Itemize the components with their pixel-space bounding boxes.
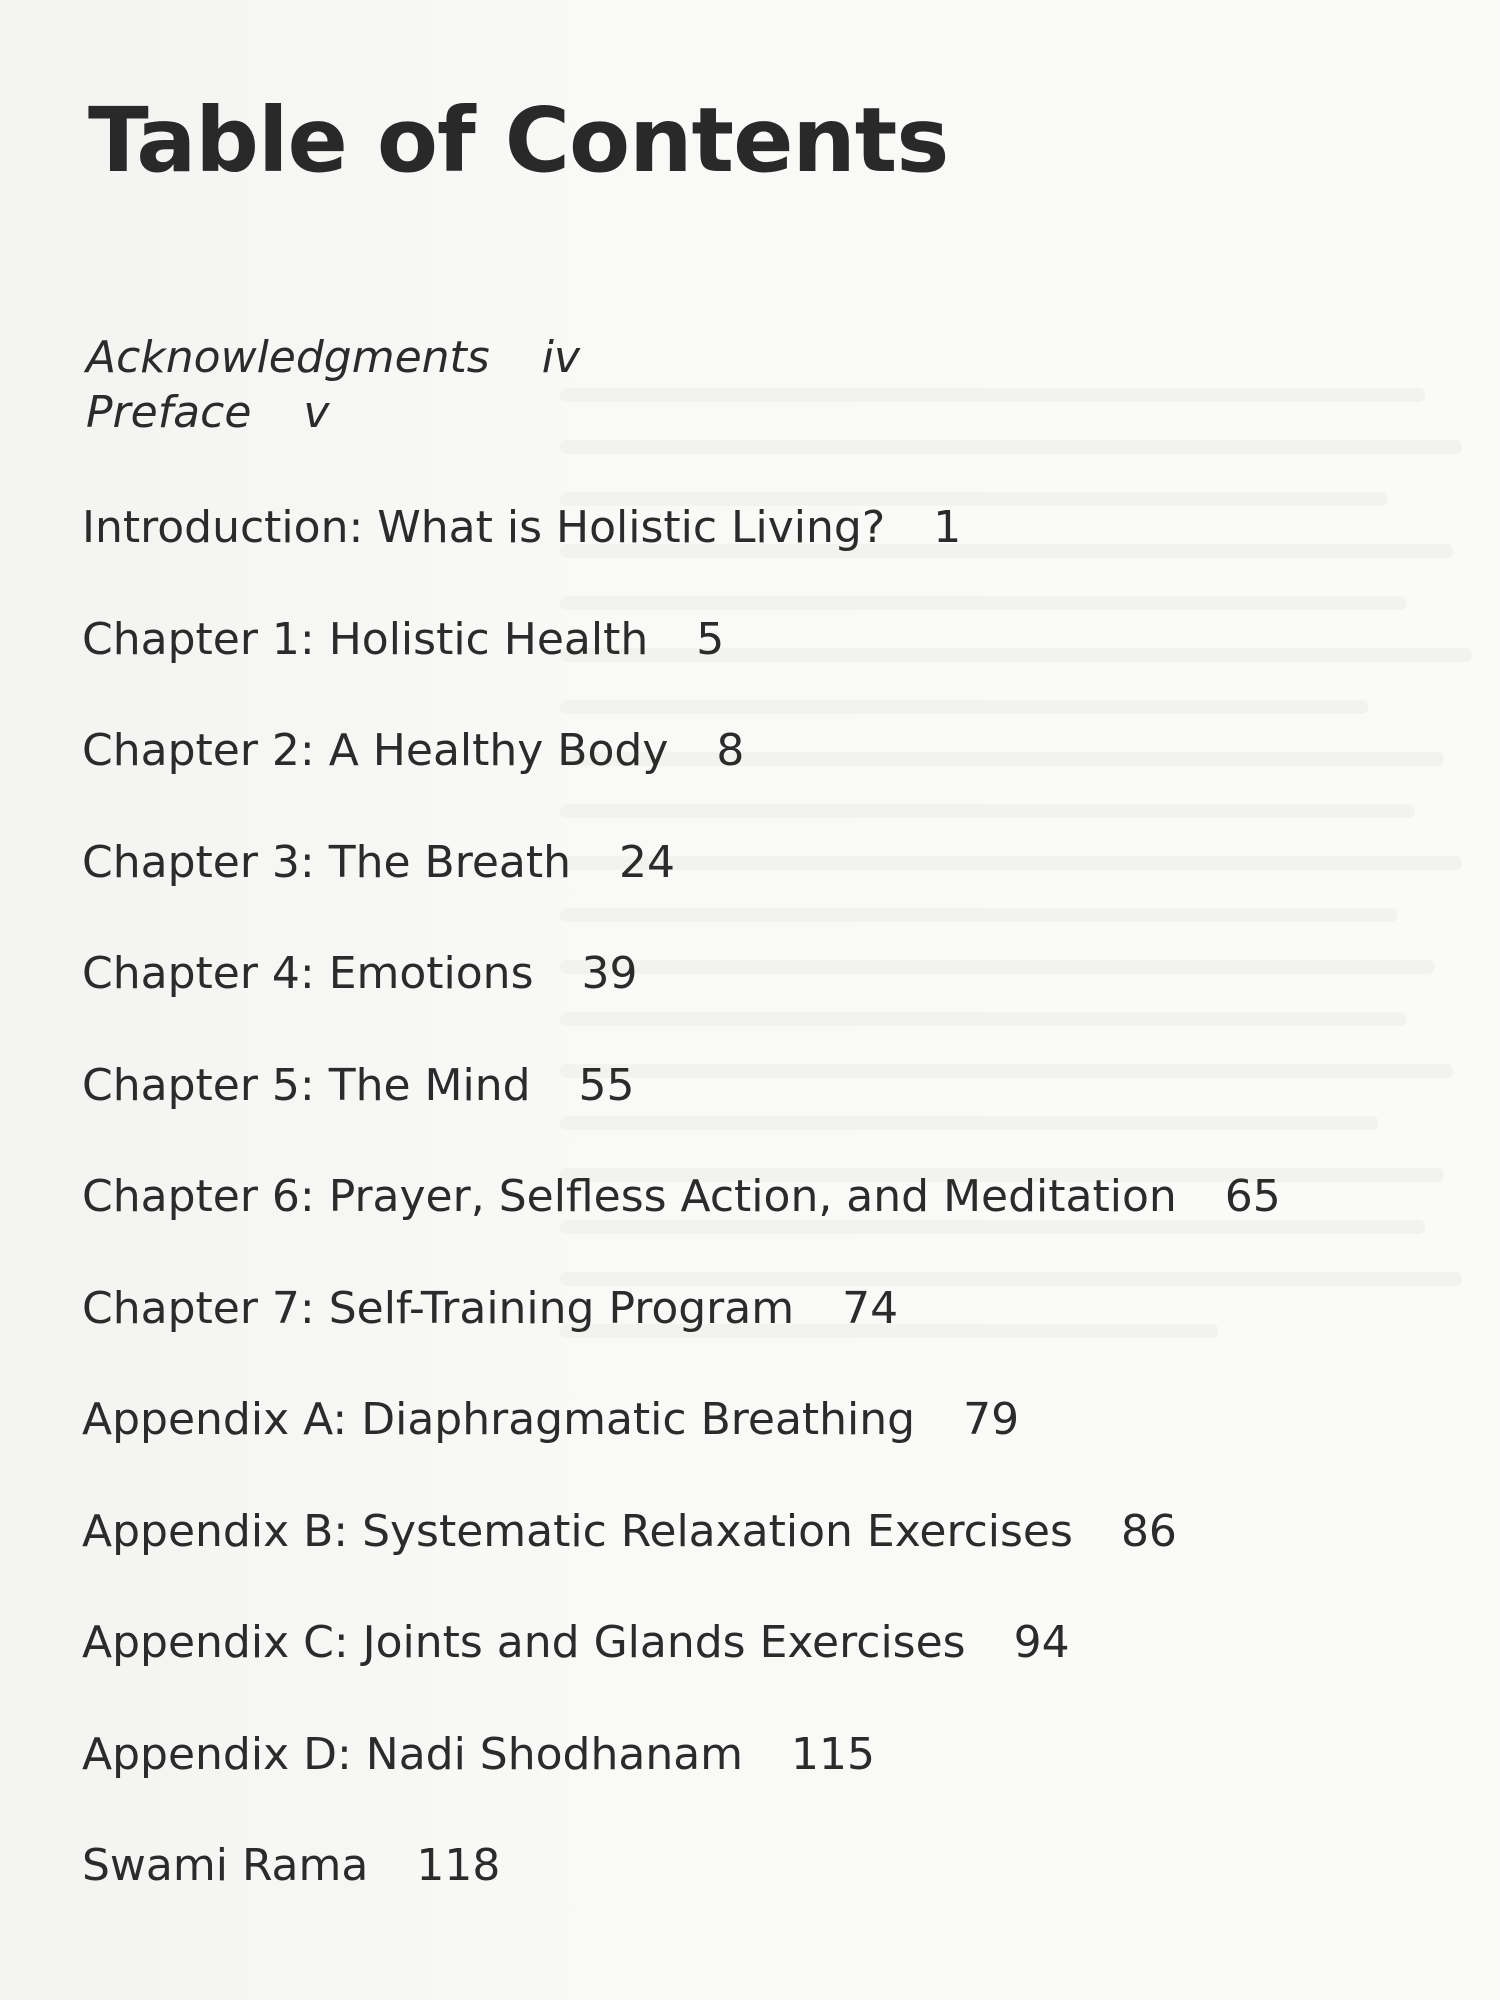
toc-entry-appendix-b[interactable] (82, 1502, 1281, 1614)
toc-entry-introduction[interactable] (82, 498, 1281, 610)
toc-entry-page: 5 (696, 613, 725, 665)
toc-entry-page: 39 (581, 948, 638, 999)
toc-entry-appendix-a[interactable] (82, 1390, 1281, 1502)
toc-entry-chapter-3[interactable] (82, 833, 1281, 945)
toc-entry-page: 55 (578, 1059, 635, 1111)
toc-entry-appendix-d[interactable] (82, 1725, 1281, 1837)
toc-entry-label: Swami Rama (82, 1840, 369, 1891)
toc-entry-page: iv (541, 332, 580, 383)
toc-entry-page: 1 (933, 502, 962, 553)
toc-entry-chapter-4[interactable] (82, 944, 1281, 1056)
toc-entry-label: Appendix B: Systematic Relaxation Exercises (82, 1505, 1073, 1557)
show-through-line (560, 440, 1462, 454)
toc-entry-chapter-6[interactable] (82, 1167, 1281, 1279)
toc-entry-page: 79 (963, 1394, 1020, 1445)
toc-entry-page: 115 (791, 1728, 876, 1780)
toc-entry-page: 74 (842, 1282, 899, 1334)
toc-entry-label: Chapter 7: Self-Training Program (82, 1282, 795, 1334)
toc-entry-label: Chapter 1: Holistic Health (82, 613, 649, 665)
toc-entry-label: Appendix A: Diaphragmatic Breathing (82, 1394, 916, 1445)
toc-entry-label: Appendix D: Nadi Shodhanam (82, 1728, 744, 1780)
toc-entry-label: Preface (86, 387, 252, 438)
toc-entry-chapter-1[interactable] (82, 610, 1281, 722)
show-through-line (560, 388, 1425, 402)
toc-entry-chapter-2[interactable] (82, 721, 1281, 833)
toc-entry-chapter-7[interactable] (82, 1279, 1281, 1391)
toc-entry-label: Introduction: What is Holistic Living? (82, 502, 886, 553)
toc-entry-preface[interactable] (86, 385, 580, 440)
toc-entry-label: Appendix C: Joints and Glands Exercises (82, 1617, 966, 1668)
toc-entry-appendix-c[interactable] (82, 1613, 1281, 1725)
toc-entry-label: Acknowledgments (86, 332, 490, 383)
toc-entry-label: Chapter 4: Emotions (82, 948, 534, 999)
toc-entry-page: 24 (619, 836, 676, 888)
toc-entry-page: 8 (716, 725, 745, 776)
toc-entry-label: Chapter 6: Prayer, Selfless Action, and Meditation (82, 1171, 1177, 1222)
toc-entry-label: Chapter 2: A Healthy Body (82, 725, 669, 776)
toc-entry-page: 118 (416, 1840, 501, 1891)
toc-entry-label: Chapter 3: The Breath (82, 836, 572, 888)
toc-entry-page: v (303, 387, 330, 438)
toc-entry-page: 94 (1013, 1617, 1070, 1668)
toc-list (82, 498, 1281, 1948)
toc-entry-swami-rama[interactable] (82, 1836, 1281, 1948)
front-matter-list (86, 330, 580, 440)
page-title: Table of Contents (88, 88, 949, 192)
toc-entry-page: 86 (1120, 1505, 1177, 1557)
toc-entry-chapter-5[interactable] (82, 1056, 1281, 1168)
toc-entry-label: Chapter 5: The Mind (82, 1059, 531, 1111)
toc-entry-acknowledgments[interactable] (86, 330, 580, 385)
toc-entry-page: 65 (1224, 1171, 1281, 1222)
